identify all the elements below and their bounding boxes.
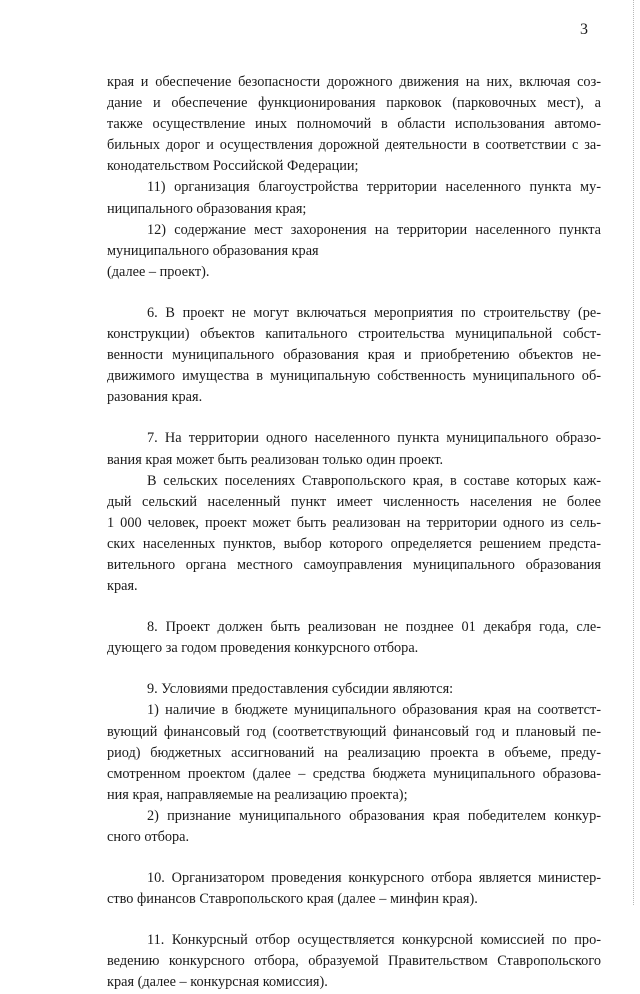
text-line: вующий финансовый год (соответствующий финансовый год и плановый пе- [107,723,601,740]
text-line: дующего за годом проведения конкурсного отбора. [107,640,419,657]
text-line: разования края. [107,389,203,406]
text-line: вания края может быть реализован только один проект. [107,451,444,468]
paragraph-item-11 [107,177,601,219]
text-line: бильных дорог и осуществления дорожной деятельности в соответствии с за- [107,137,601,154]
text-line: края и обеспечение безопасности дорожного движения на них, включая соз- [107,74,601,90]
text-line: дый сельский населенный пункт имеет численность населения не более [107,493,601,510]
text-line: смотренном проектом (далее – средства бюджета муниципального образова- [107,765,601,782]
paragraph-clause-9-2 [107,806,601,848]
text-line: ния края, направляемые на реализацию проекта); [107,786,408,803]
text-line: 2) признание муниципального образования края победителем конкур- [147,807,601,824]
paragraph-clause-9 [107,679,601,700]
text-line: 11. Конкурсный отбор осуществляется конкурсной комиссией по про- [147,932,601,949]
text-line: 6. В проект не могут включаться мероприятия по строительству (ре- [147,304,601,321]
text-line: 9. Условиями предоставления субсидии являются: [147,681,454,698]
text-line: края (далее – конкурсная комиссия). [107,974,328,991]
text-line: ство финансов Ставропольского края (далее – минфин края). [107,891,478,908]
paragraph-clause-9-1 [107,700,601,805]
text-line: ниципального образования края; [107,200,307,217]
text-line: дание и обеспечение функционирования парковок (парковочных мест), а [107,95,601,112]
text-line: (далее – проект). [107,263,210,280]
text-line: сного отбора. [107,829,190,845]
text-line: венности муниципального образования края и приобретению объектов не- [107,347,601,364]
text-line: 7. На территории одного населенного пункта муниципального образо- [147,430,601,447]
page-number: 3 [580,21,588,38]
paragraph-clause-6 [107,303,601,408]
text-line: вительного органа местного самоуправления муниципального образования [107,556,601,573]
paragraph-clause-7-rural [107,471,601,598]
text-line: 8. Проект должен быть реализован не позднее 01 декабря года, сле- [147,619,601,636]
document-body [107,72,601,994]
paragraph-clause-10 [107,868,601,910]
paragraph-clause-7 [107,428,601,470]
paragraph-clause-8 [107,617,601,659]
text-line: 12) содержание мест захоронения на территории населенного пункта [147,221,601,238]
text-line: ских населенных пунктов, выбор которого определяется решением предста- [107,535,601,552]
text-line: края. [107,578,138,595]
text-line: движимого имущества в муниципальную собственность муниципального об- [107,368,601,385]
paragraph-road-safety [107,72,601,177]
text-line: 10. Организатором проведения конкурсного отбора является министер- [147,870,601,887]
paragraph-clause-11 [107,930,601,993]
paragraph-item-12 [107,220,601,262]
text-line: также осуществление иных полномочий в области использования автомо- [107,116,601,133]
text-line: риод) бюджетных ассигнований на реализацию проекта в объеме, преду- [107,744,601,761]
text-line: 1 000 человек, проект может быть реализован на территории одного из сель- [107,514,601,531]
text-line: конодательством Российской Федерации; [107,158,359,175]
text-line: В сельских поселениях Ставропольского края, в составе которых каж- [147,472,601,489]
text-line: ведению конкурсного отбора, образуемой Правительством Ставропольского [107,953,601,970]
text-line: муниципального образования края [107,242,319,259]
paragraph-project-def [107,262,601,283]
text-line: 11) организация благоустройства территории населенного пункта му- [147,179,601,196]
text-line: 1) наличие в бюджете муниципального образования края на соответст- [147,702,601,719]
text-line: конструкции) объектов капитального строительства муниципальной собст- [107,326,601,343]
scan-edge-artifact [633,0,634,905]
